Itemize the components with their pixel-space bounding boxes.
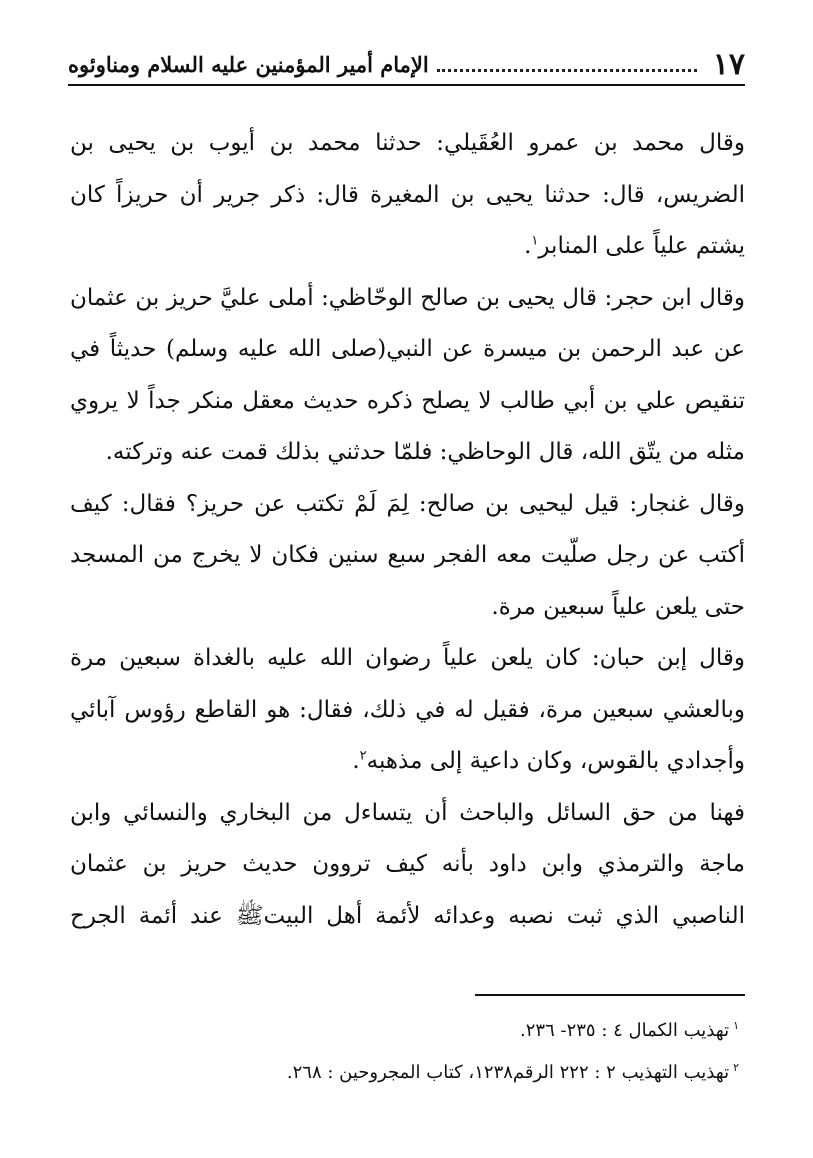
- paragraph-text: وقال إبن حبان: كان يلعن علياً رضوان الله عليه بالغداة سبعين مرة وبالعشي سبعين مرة، فقيل له في ذلك، فقال: هو القاطع رؤوس آبائي وأجدادي بالقوس، وكان داعية إلى مذهبه: [70, 645, 745, 774]
- main-text: [70, 118, 745, 942]
- paragraph-ghunjar: [70, 479, 745, 634]
- paragraph-text: وقال ابن حجر: قال يحيى بن صالح الوحّاظي: أملى عليَّ حريز بن عثمان عن عبد الرحمن بن ميسرة عن النبي(صلى الله عليه وسلم) حديثاً في تنقيص علي بن أبي طالب لا يصلح ذكره حديث معقل منكر جداً لا يروي مثله من يتّق الله، قال الوحاظي: فلمّا حدثني بذلك قمت عنه وتركته.: [70, 284, 745, 465]
- footnote-number: ٢: [733, 1061, 739, 1074]
- footnote-ref-2: ٢: [359, 748, 367, 764]
- footnote-text: تهذيب الكمال ٤ : ٢٣٥- ٢٣٦.: [520, 1020, 730, 1041]
- footnote-ref-1: ١: [531, 233, 539, 249]
- paragraph-ibn-hibban: [70, 633, 745, 788]
- paragraph-text: وقال محمد بن عمرو العُقَيلي: حدثنا محمد بن أيوب بن يحيى بن الضريس، قال: حدثنا يحيى بن المغيرة قال: ذكر جرير أن حريزاً كان يشتم علياً على المنابر: [70, 130, 745, 259]
- paragraph-ibn-hajar: [70, 273, 745, 479]
- paragraph-text: وقال غنجار: قيل ليحيى بن صالح: لِمَ لَمْ تكتب عن حريز؟ فقال: كيف أكتب عن رجل صلّيت معه الفجر سبع سنين فكان لا يخرج من المسجد حتى يلعن علياً سبعين مرة.: [70, 490, 745, 620]
- page-number: ١٧: [712, 46, 745, 82]
- paragraph-text: فهنا من حق السائل والباحث أن يتساءل من البخاري والنسائي وابن ماجة والترمذي وابن داود بأنه كيف تروون حديث حريز بن عثمان الناصبي الذي ثبت نصبه وعدائه لأئمة أهل البيتﷺ عند أئمة الجرح: [70, 799, 745, 929]
- footnote-text: تهذيب التهذيب ٢ : ٢٢٢ الرقم١٢٣٨، كتاب المجروحين : ٢٦٨.: [286, 1062, 730, 1083]
- paragraph-tail: .: [524, 233, 532, 259]
- running-title: الإمام أمير المؤمنين عليه السلام ومناوئوه: [68, 51, 429, 77]
- footnote-1: [70, 1010, 739, 1052]
- footnote-divider: [475, 994, 745, 996]
- running-header: [68, 44, 745, 86]
- footnote-number: ١: [733, 1019, 739, 1032]
- paragraph-aqili: [70, 118, 745, 273]
- header-dot-leader: [437, 57, 697, 72]
- paragraph-question: [70, 788, 745, 943]
- footnotes: [70, 1010, 739, 1094]
- footnote-2: [70, 1052, 739, 1094]
- paragraph-tail: .: [352, 748, 360, 774]
